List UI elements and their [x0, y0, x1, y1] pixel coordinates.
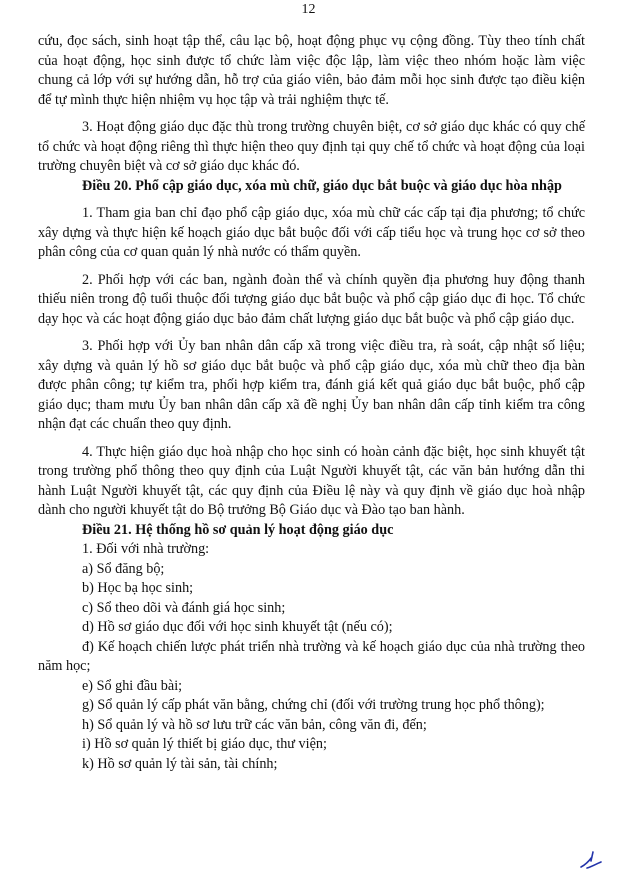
- article-20-heading: Điều 20. Phổ cập giáo dục, xóa mù chữ, giáo dục bắt buộc và giáo dục hòa nhập: [82, 177, 562, 194]
- page-content: [38, 32, 585, 774]
- list-item: h) Sổ quản lý và hồ sơ lưu trữ các văn bản, công văn đi, đến;: [82, 716, 427, 733]
- article-20-clause-2: 2. Phối hợp với các ban, ngành đoàn thể và chính quyền địa phương huy động thanh thiếu niên trong độ tuổi thuộc đối tượng giáo dục bắt buộc và phổ cập giáo dục đi học. Tổ chức dạy học và các hoạt động giáo dục bảo đảm chất lượng giáo dục bắt buộc và phổ cập giáo dục.: [38, 271, 585, 327]
- page-number: 12: [301, 2, 316, 17]
- paragraph-continued: cứu, đọc sách, sinh hoạt tập thể, câu lạc bộ, hoạt động phục vụ cộng đồng. Tùy theo tính chất của hoạt động, học sinh được tổ chức làm việc độc lập, làm việc theo nhóm hoặc làm việc chung cả lớp với sự hướng dẫn, hỗ trợ của giáo viên, bảo đảm mỗi học sinh được tạo điều kiện để tự mình thực hiện nhiệm vụ học tập và trải nghiệm thực tế.: [38, 33, 585, 108]
- list-item: a) Sổ đăng bộ;: [82, 560, 165, 577]
- list-item: đ) Kế hoạch chiến lược phát triển nhà trường và kế hoạch giáo dục của nhà trường theo năm học;: [38, 638, 585, 674]
- article-21-clause-1: 1. Đối với nhà trường:: [82, 541, 210, 557]
- article-20-clause-3: 3. Phối hợp với Ủy ban nhân dân cấp xã trong việc điều tra, rà soát, cập nhật số liệu; xây dựng và quản lý hồ sơ giáo dục bắt buộc và phổ cập giáo dục, xóa mù chữ theo địa bàn được phân công; tự kiểm tra, phối hợp kiểm tra, đánh giá kết quả giáo dục bắt buộc, phổ cập giáo dục; tham mưu Ủy ban nhân dân cấp xã đề nghị Ủy ban nhân dân cấp tỉnh kiểm tra công nhận đạt các chuẩn theo quy định.: [38, 338, 585, 432]
- list-item: g) Sổ quản lý cấp phát văn bằng, chứng chỉ (đối với trường trung học phổ thông);: [82, 697, 545, 713]
- list-item: i) Hồ sơ quản lý thiết bị giáo dục, thư viện;: [82, 736, 327, 752]
- initial-signature-icon: [579, 849, 603, 871]
- article-20-clause-1: 1. Tham gia ban chỉ đạo phổ cập giáo dục, xóa mù chữ các cấp tại địa phương; tổ chức xây dựng và thực hiện kế hoạch giáo dục bắt buộc đối với cấp tiểu học và trung học cơ sở theo phân công của cơ quan quản lý nhà nước có thẩm quyền.: [38, 205, 585, 260]
- list-item: k) Hồ sơ quản lý tài sản, tài chính;: [82, 755, 278, 772]
- article-20-clause-4: 4. Thực hiện giáo dục hoà nhập cho học sinh có hoàn cảnh đặc biệt, học sinh khuyết tật trong trường phổ thông theo quy định của Luật Người khuyết tật, các văn bản hướng dẫn thi hành Luật Người khuyết tật, các quy định của Điều lệ này và quy định về giáo dục hoà nhập dành cho người khuyết tật do Bộ trưởng Bộ Giáo dục và Đào tạo ban hành.: [38, 443, 585, 518]
- list-item: b) Học bạ học sinh;: [82, 580, 194, 596]
- list-item: e) Sổ ghi đầu bài;: [82, 677, 183, 694]
- list-item: d) Hồ sơ giáo dục đối với học sinh khuyết tật (nếu có);: [82, 619, 393, 635]
- article-21-heading: Điều 21. Hệ thống hồ sơ quản lý hoạt động giáo dục: [82, 521, 394, 538]
- list-item: c) Sổ theo dõi và đánh giá học sinh;: [82, 599, 286, 616]
- paragraph-clause-3: 3. Hoạt động giáo dục đặc thù trong trường chuyên biệt, cơ sở giáo dục khác có quy chế tổ chức và hoạt động riêng thì thực hiện theo quy định tại quy chế tổ chức và hoạt động của loại trường chuyên biệt và cơ sở giáo dục khác đó.: [38, 119, 585, 174]
